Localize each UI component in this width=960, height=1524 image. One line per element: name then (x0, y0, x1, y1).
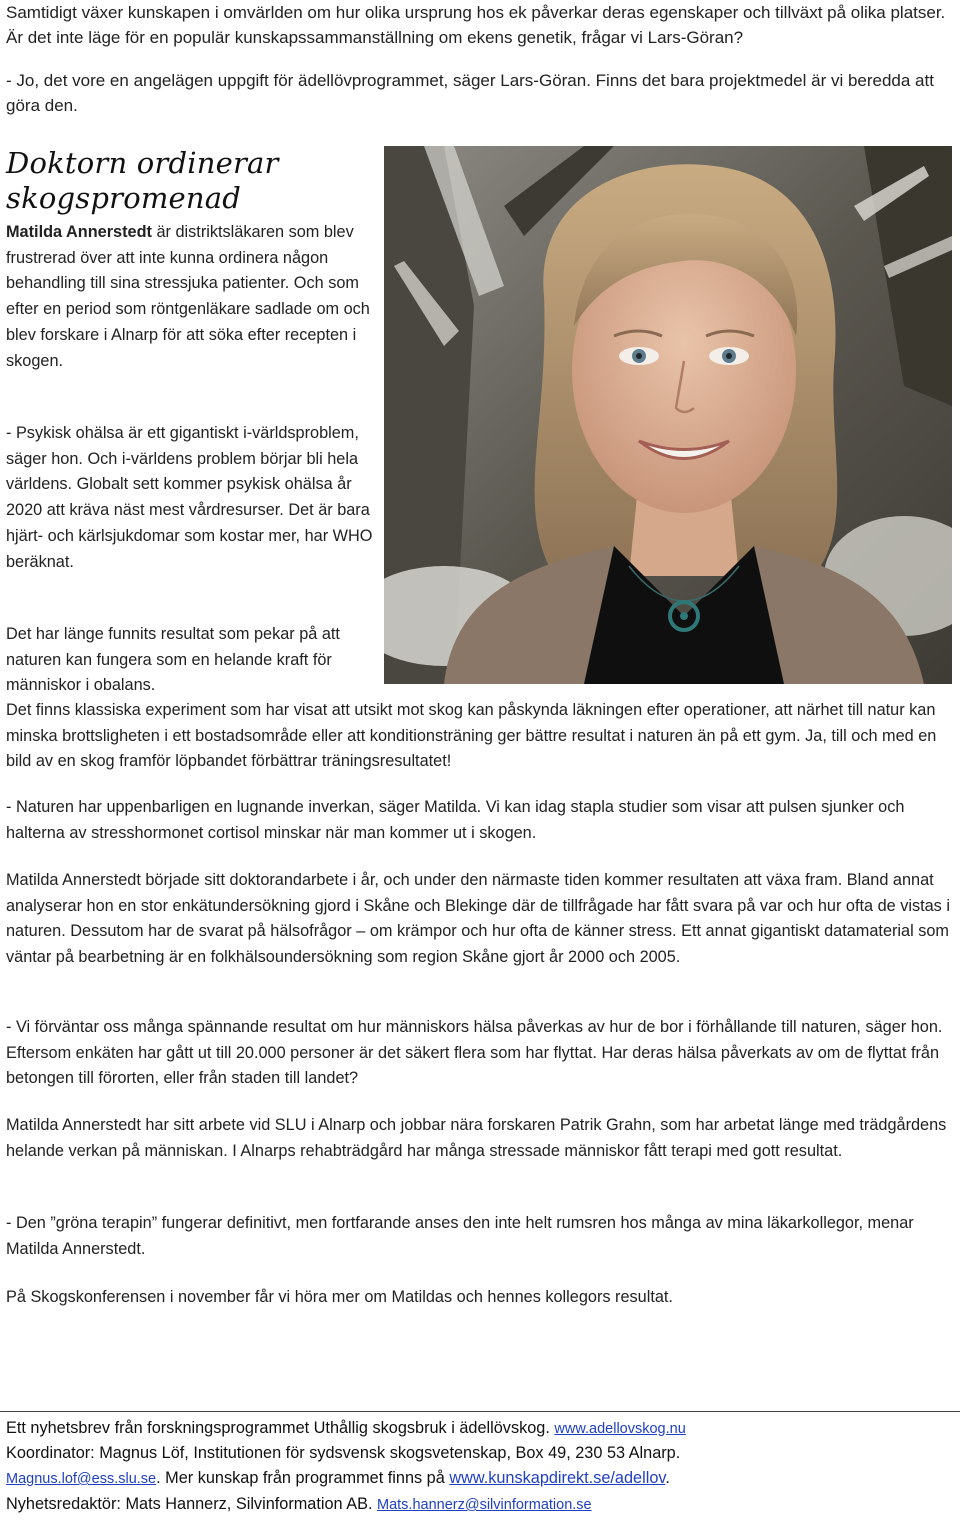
article-paragraph-4: Det finns klassiska experiment som har visat att utsikt mot skog kan påskynda läkningen efter operationer, att närhet till natur kan minska brottsligheten i ett bostadsområde eller att konditionsträning ger bättre resultat i naturen än på ett gym. Ja, till och med en bild av en skog framför löpbandet förbättrar träningsresultatet! (6, 701, 937, 771)
article-paragraph-10: På Skogskonferensen i november får vi höra mer om Matildas och hennes kollegors resultat. (6, 1288, 673, 1306)
footer-period: . (665, 1469, 670, 1487)
article-lead-paragraph (6, 220, 376, 374)
footer-line-4 (6, 1492, 956, 1518)
article-paragraph-6: Matilda Annerstedt började sitt doktorandarbete i år, och under den närmaste tiden kommer resultaten att växa fram. Bland annat analyserar hon en stor enkätundersökning gjord i Skåne och Blekinge där de tillfrågade har fått svara på var och hur ofta de vistas i naturen. Dessutom har de svarat på hälsofrågor – om krämpor och hur ofta de känner stress. Ett annat gigantiskt datamaterial som väntar på bearbetning är en folkhälsoundersökning som region Skåne gjort år 2000 och 2005. (6, 871, 950, 967)
footer-coordinator-line: Koordinator: Magnus Löf, Institutionen för sydsvensk skogsvetenskap, Box 49, 230 53 Alnarp. (6, 1444, 681, 1462)
footer-editor-text: Nyhetsredaktör: Mats Hannerz, Silvinformation AB. (6, 1495, 378, 1513)
footer-divider (0, 1411, 960, 1412)
article-paragraph-7: - Vi förväntar oss många spännande resultat om hur människors hälsa påverkas av hur de bor i förhållande till naturen, säger hon. Eftersom enkäten har gått ut till 20.000 personer är det säkert flera som har flyttat. Har deras hälsa påverkats av om de flyttat från betongen till förorten, eller från staden till landet? (6, 1018, 943, 1088)
editor-email-link[interactable]: Mats.hannerz@silvinformation.se (377, 1497, 592, 1513)
article-headline: Doktorn ordinerar skogspromenad (6, 146, 279, 215)
article-paragraph-5: - Naturen har uppenbarligen en lugnande inverkan, säger Matilda. Vi kan idag stapla studier som visar att pulsen sjunker och halterna av stresshormonet cortisol minskar när man kommer ut i skogen. (6, 798, 905, 842)
article-paragraph-8: Matilda Annerstedt har sitt arbete vid SLU i Alnarp och jobbar nära forskaren Patrik Grahn, som har arbetat länge med trädgårdens helande verkan på människan. I Alnarps rehabträdgård har många stressade människor fått terapi med gott resultat. (6, 1116, 947, 1160)
article-quote-paragraph: - Psykisk ohälsa är ett gigantiskt i-världsproblem, säger hon. Och i-världens problem börjar bli hela världens. Globalt sett kommer psykisk ohälsa år 2020 att kräva näst mest vårdresurser. Det är bara hjärt- och kärlsjukdomar som kostar mer, har WHO beräknat. (6, 424, 373, 571)
website-link[interactable]: www.adellovskog.nu (554, 1421, 686, 1437)
lead-text: är distriktsläkaren som blev frustrerad över att inte kunna ordinera någon behandling till sina stressjuka patienter. Och som efter en period som röntgenläkare sadlade om och blev forskare i Alnarp för att söka efter recepten i skogen. (6, 223, 370, 370)
kunskapdirekt-link[interactable]: www.kunskapdirekt.se/adellov (449, 1469, 666, 1487)
portrait-photo (384, 146, 952, 684)
footer-more-info-text: . Mer kunskap från programmet finns på (156, 1469, 450, 1487)
portrait-illustration (384, 146, 952, 684)
footer-line-3 (6, 1466, 956, 1492)
article-paragraph-9: - Den ”gröna terapin” fungerar definitivt, men fortfarande anses den inte helt rumsren hos många av mina läkarkollegor, menar Matilda Annerstedt. (6, 1214, 914, 1258)
person-name: Matilda Annerstedt (6, 223, 152, 241)
intro-paragraph-1: Samtidigt växer kunskapen i omvärlden om hur olika ursprung hos ek påverkar deras egenskaper och tillväxt på olika platser. Är det inte läge för en populär kunskapssammanställning om ekens genetik, frågar vi Lars-Göran? (6, 3, 946, 47)
article-paragraph-3: Det har länge funnits resultat som pekar på att naturen kan fungera som en helande kraft för människor i obalans. (6, 625, 340, 695)
intro-paragraph-2: - Jo, det vore en angelägen uppgift för ädellövprogrammet, säger Lars-Göran. Finns det bara projektmedel är vi beredda att göra den. (6, 71, 934, 115)
coordinator-email-link[interactable]: Magnus.lof@ess.slu.se (6, 1471, 157, 1487)
footer-line-1 (6, 1416, 956, 1442)
footer-program-text: Ett nyhetsbrev från forskningsprogrammet Uthållig skogsbruk i ädellövskog. (6, 1419, 555, 1437)
